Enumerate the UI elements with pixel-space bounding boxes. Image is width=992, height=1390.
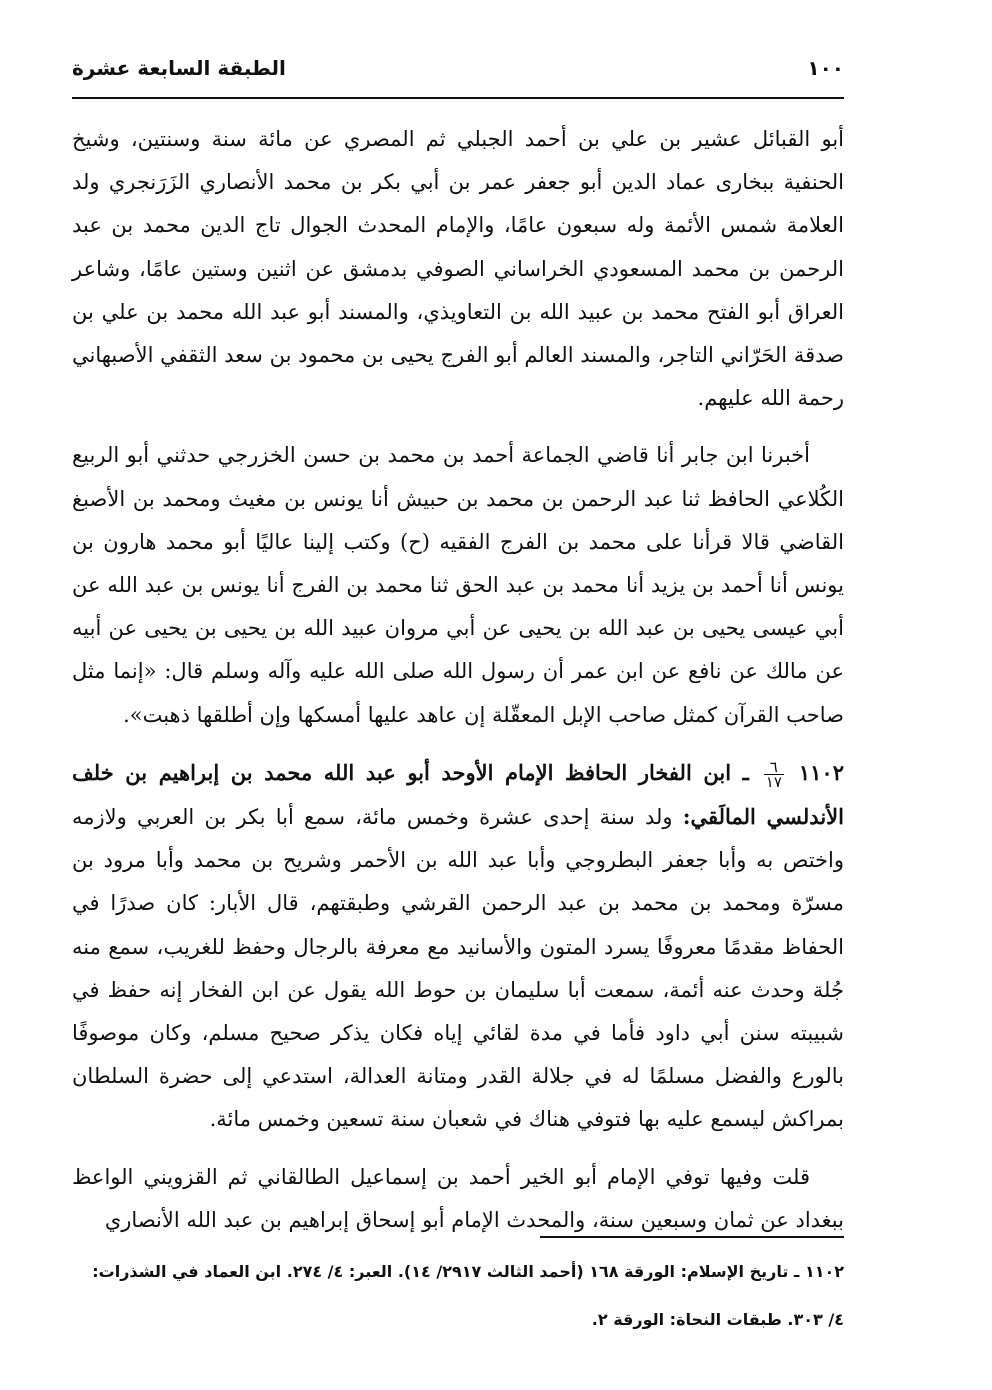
fraction-numerator: ٦: [764, 760, 784, 775]
running-header: [72, 52, 844, 92]
paragraph-also-died: قلت وفيها توفي الإمام أبو الخير أحمد بن إسماعيل الطالقاني ثم القزويني الواعظ ببغداد عن ثمان وسبعين سنة، والمحدث الإمام أبو إسحاق إبراهيم بن عبد الله الأنصاري: [72, 1164, 844, 1232]
fraction-denominator: ١٧: [765, 772, 782, 791]
footnote-line: ١١٠٢ ـ تاريخ الإسلام: الورقة ١٦٨ (أحمد الثالث ٢٩١٧/ ١٤). العبر: ٤/ ٢٧٤. ابن العماد في الشذرات:: [92, 1262, 844, 1281]
paragraph-deaths-list: أبو القبائل عشير بن علي بن أحمد الجبلي ثم المصري عن مائة سنة وسنتين، وشيخ الحنفية ببخارى عماد الدين أبو جعفر عمر بن أبي بكر بن محمد الأنصاري الزَرَنجري ولد العلامة شمس الأئمة وله سبعون عامًا، والإمام المحدث الجوال تاج الدين محمد بن عبد الرحمن بن محمد المسعودي الخراساني الصوفي بدمشق عن اثنين وستين عامًا، وشاعر العراق أبو الفتح محمد بن عبيد الله بن التعاويذي، والمسند أبو عبد الله محمد بن علي بن صدقة الحَرّاني التاجر، والمسند العالم أبو الفرج يحيى بن محمود بن سعد الثقفي الأصبهاني رحمة الله عليهم.: [72, 127, 844, 411]
entry-text: ولد سنة إحدى عشرة وخمس مائة، سمع أبا بكر بن العربي ولازمه واختص به وأبا جعفر البطروجي وأبا عبد الله بن الأحمر وشريح بن محمد وأبا مرود بن مسرّة ومحمد بن محمد بن عبد الرحمن القرشي وطبقتهم، قال الأبار: كان صدرًا في الحفاظ مقدمًا معروفًا يسرد المتون والأسانيد مع معرفة بالرجال وحفظ للغريب، سمع منه جُلة وحدث عنه أئمة، سمعت أبا سليمان بن حوط الله يقول عن ابن الفخار إنه حفظ في شبيبته سنن أبي داود فأما في مدة لقائي إياه فكان يذكر صحيح مسلم، وكان موصوفًا بالورع والفضل مسلمًا له في جلالة القدر ومتانة العدالة، استدعي إلى حضرة السلطان بمراكش ليسمع عليه بها فتوفي هناك في شعبان سنة تسعين وخمس مائة.: [72, 805, 844, 1132]
header-rule: [72, 97, 844, 99]
footnote-line: ٤/ ٣٠٣. طبقات النحاة: الورقة ٢.: [591, 1310, 844, 1329]
footnote-rule: [540, 1236, 844, 1238]
footnote: [72, 1248, 844, 1344]
entry-number: ١١٠٢: [798, 759, 844, 785]
page-number: ١٠٠: [807, 56, 844, 80]
biography-entry: [72, 751, 844, 1142]
paragraph-hadith-chain: أخبرنا ابن جابر أنا قاضي الجماعة أحمد بن محمد بن حسن الخزرجي حدثني أبو الربيع الكُلاعي الحافظ ثنا عبد الرحمن بن محمد بن حبيش أنا يونس بن مغيث ومحمد بن الأصبغ القاضي قالا قرأنا على محمد بن الفرج الفقيه (ح) وكتب إلينا عاليًا أبو محمد هارون بن يونس أنا أحمد بن يزيد أنا محمد بن عبد الحق ثنا محمد بن الفرج أنا يونس بن عبد الله عن أبي عيسى يحيى بن عبد الله بن يحيى عن أبي مروان عبيد الله بن يحيى بن يحيى عن أبيه عن مالك عن نافع عن ابن عمر أن رسول الله صلى الله عليه وآله وسلم قال: «إنما مثل صاحب القرآن كمثل صاحب الإبل المعقّلة إن عاهد عليها أمسكها وإن أطلقها ذهبت».: [72, 443, 844, 727]
section-title: الطبقة السابعة عشرة: [72, 56, 286, 80]
entry-fraction: [764, 757, 784, 791]
entry-heading: ـ ابن الفخار الحافظ الإمام الأوحد أبو عبد الله محمد بن إبراهيم بن خلف الأندلسي المالَقي:: [72, 759, 844, 830]
main-text: [72, 118, 844, 1256]
